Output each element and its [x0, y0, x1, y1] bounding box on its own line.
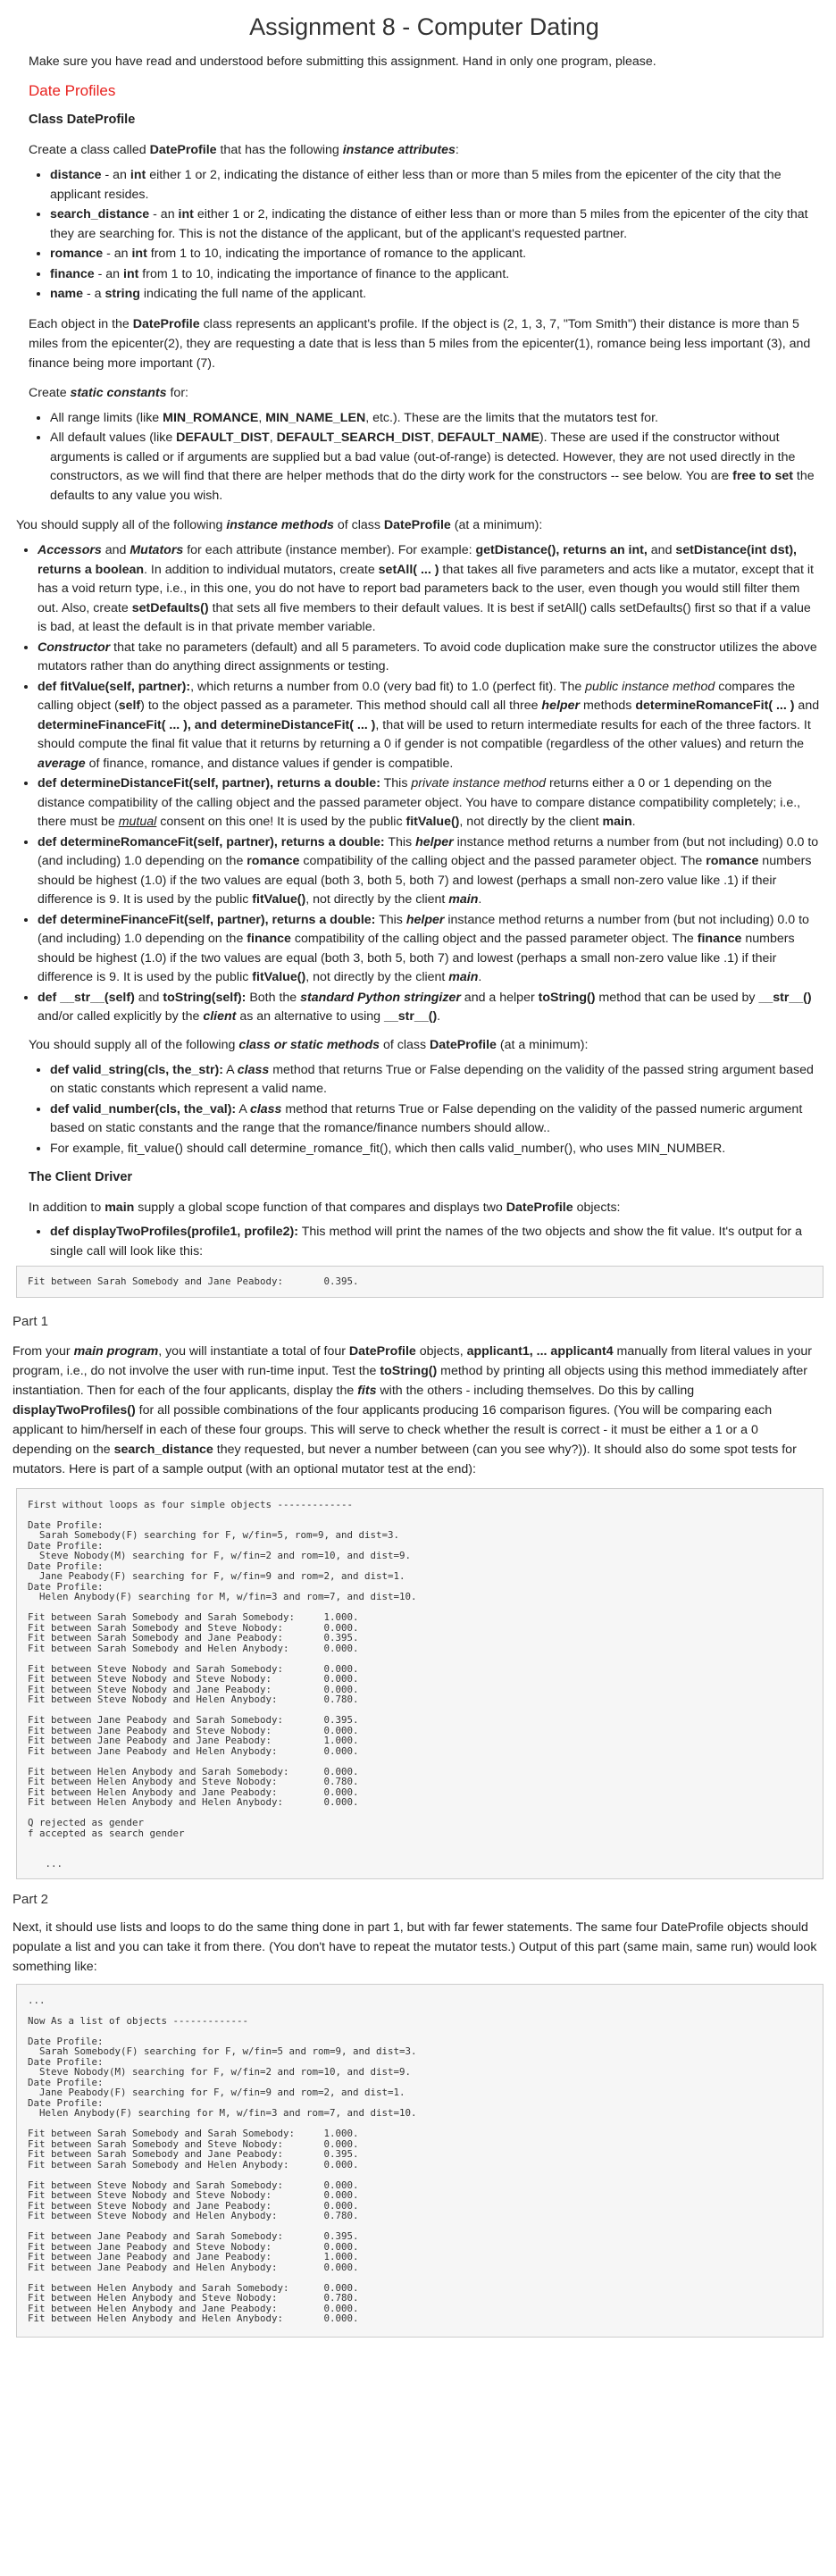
- method-str-tostring: • def __str__(self) and toString(self): Both the standard Python stringizer and a helper toString() method that can be used by __str__() and/or called explicitly by the client as an alternative to using __str__().: [38, 989, 820, 1027]
- client-intro-text: In addition to main supply a global scope function of that compares and displays two DateProfile objects:: [29, 1200, 621, 1215]
- date-profiles-heading: Date Profiles: [29, 82, 116, 99]
- code-sample-part2: ... Now As a list of objects ------------- Date Profile: Sarah Somebody(F) searching for F, w/fin=5 and rom=9, and dist=3. Date Profile: Steve Nobody(M) searching for F, w/fin=2 and rom=10, and dist=9. Date Profile: Jane Peabody(F) searching for F, w/fin=9 and rom=2, and dist=1. Date Profile: Helen Anybody(F) searching for M, w/fin=3 and rom=7, and dist=10. Fit between Sarah Somebody and Sarah Somebody: 1.000. Fit between Sarah Somebody and Steve Nobody: 0.000. Fit between Sarah Somebody and Jane Peabody: 0.395. Fit between Sarah Somebody and Helen Anybody: 0.000. Fit between Steve Nobody and Sarah Somebody: 0.000. Fit between Steve Nobody and Steve Nobody: 0.000. Fit between Steve Nobody and Jane Peabody: 0.000. Fit between Steve Nobody and Helen Anybody: 0.780. Fit between Jane Peabody and Sarah Somebody: 0.395. Fit between Jane Peabody and Steve Nobody: 0.000. Fit between Jane Peabody and Jane Peabody: 1.000. Fit between Jane Peabody and Helen Anybody: 0.000. Fit between Helen Anybody and Sarah Somebody: 0.000. Fit between Helen Anybody and Steve Nobody: 0.780. Fit between Helen Anybody and Jane Peabody: 0.000. Fit between Helen Anybody and Helen Anybody: 0.000.: [16, 1984, 823, 2338]
- attribute-finance: • finance - an int from 1 to 10, indicating the importance of finance to the applicant.: [50, 265, 820, 285]
- supply-instance-text: You should supply all of the following instance methods of class DateProfile (at a minimum):: [16, 518, 543, 532]
- each-object-text: Each object in the DateProfile class represents an applicant's profile. If the object is (2, 1, 3, 7, "Tom Smith") their distance is more than 5 miles from the epicenter(2), they are requesting a date that is less than 5 miles from the epicenter(1), romance being less important (3), and finance being more important (7).: [29, 316, 811, 371]
- class-methods-list: [29, 1061, 820, 1159]
- static-default-values: • All default values (like DEFAULT_DIST, DEFAULT_SEARCH_DIST, DEFAULT_NAME). These are used if the constructor without arguments is called or if arguments are supplied but a bad value (out-of-range) is detected. However, they are not used directly in the constructors, as we will find that there are helper methods that do the dirty work for the constructors -- see below. You are free to set the defaults to any value you wish.: [50, 429, 820, 506]
- code-sample-part1: First without loops as four simple objects ------------- Date Profile: Sarah Somebody(F) searching for F, w/fin=5, rom=9, and dist=3. Date Profile: Steve Nobody(M) searching for F, w/fin=2 and rom=10, and dist=9. Date Profile: Jane Peabody(F) searching for F, w/fin=9 and rom=2, and dist=1. Date Profile: Helen Anybody(F) searching for M, w/fin=3 and rom=7, and dist=10. Fit between Sarah Somebody and Sarah Somebody: 1.000. Fit between Sarah Somebody and Steve Nobody: 0.000. Fit between Sarah Somebody and Jane Peabody: 0.395. Fit between Sarah Somebody and Helen Anybody: 0.000. Fit between Steve Nobody and Sarah Somebody: 0.000. Fit between Steve Nobody and Steve Nobody: 0.000. Fit between Steve Nobody and Jane Peabody: 0.000. Fit between Steve Nobody and Helen Anybody: 0.780. Fit between Jane Peabody and Sarah Somebody: 0.395. Fit between Jane Peabody and Steve Nobody: 0.000. Fit between Jane Peabody and Jane Peabody: 1.000. Fit between Jane Peabody and Helen Anybody: 0.000. Fit between Helen Anybody and Sarah Somebody: 0.000. Fit between Helen Anybody and Steve Nobody: 0.780. Fit between Helen Anybody and Jane Peabody: 0.000. Fit between Helen Anybody and Helen Anybody: 0.000. Q rejected as gender f accepted as search gender ...: [16, 1488, 823, 1879]
- supply-class-text: You should supply all of the following class or static methods of class DateProfile (at a minimum):: [29, 1037, 589, 1052]
- attribute-list: [29, 166, 820, 305]
- client-driver-heading: The Client Driver: [29, 1170, 133, 1184]
- part1-text: From your main program, you will instantiate a total of four DateProfile objects, applicant1, ... applicant4 manually from literal values in your program, i.e., do not involve the user with run-time input. Test the toString() method by printing all objects using this method immediately after instantiation. Then for each of the four applicants, display the fits with the others - including themselves. Do this by calling displayTwoProfiles() for all possible combinations of the four applicants producing 16 comparison figures. (You will be comparing each applicant to him/herself in each of these four groups. This will serve to check whether the result is correct - it must be either a 1 or a 0 depending on the search_distance they requested, but never a number between (can you see why?)). It should also do some spot tests for mutators. Here is part of a sample output (with an optional mutator test at the end):: [13, 1343, 812, 1476]
- class-method-example: • For example, fit_value() should call determine_romance_fit(), which then calls valid_number(), who uses MIN_NUMBER.: [50, 1140, 820, 1159]
- client-functions-list: [29, 1223, 820, 1261]
- method-accessors-mutators: • Accessors and Mutators for each attribute (instance member). For example: getDistance(), returns an int, and setDistance(int dst), returns a boolean. In addition to individual mutators, create setAll( ... ) that takes all five parameters and acts like a mutator, except that it has a void return type, i.e., in this one, you do not have to report bad parameters back to the user, even though you would still filter them out. Also, create setDefaults() that sets all five members to their default values. It is best if setAll() calls setDefaults() first so that if a value is bad, at least the default is in that private member variable.: [38, 541, 820, 638]
- instance-methods-list: [29, 541, 820, 1027]
- method-valid-number: • def valid_number(cls, the_val): A class method that returns True or False depending on the validity of the passed numeric argument based on static constants and the range that the romance/finance numbers should allow..: [50, 1100, 820, 1139]
- static-constants-list: [29, 409, 820, 506]
- attribute-romance: • romance - an int from 1 to 10, indicating the importance of romance to the applicant.: [50, 245, 820, 264]
- attribute-distance: • distance - an int either 1 or 2, indicating the distance of either less than or more than 5 miles from the epicenter of the city that the applicant resides.: [50, 166, 820, 205]
- part2-label: Part 2: [13, 1891, 49, 1907]
- class-heading: Class DateProfile: [29, 113, 136, 127]
- intro-text: Make sure you have read and understood before submitting this assignment. Hand in only one program, please.: [29, 54, 656, 69]
- create-class-text: Create a class called DateProfile that has the following instance attributes:: [29, 143, 459, 157]
- method-determine-finance-fit: • def determineFinanceFit(self, partner), returns a double: This helper instance method returns a number from (but not including) 0.0 to (and including) 1.0 depending on the finance compatibility of the calling object and the passed parameter object. The finance numbers should be highest (1.0) if the two values are equal (both 3, both 5, both 7) and lowest (perhaps a small non-zero value like .1) if their difference is 9. It is used by the public fitValue(), not directly by the client main.: [38, 911, 820, 988]
- attribute-search-distance: • search_distance - an int either 1 or 2, indicating the distance of either less than or more than 5 miles from the epicenter of the city that they are searching for. This is not the distance of the applicant, but of the applicant's requested partner.: [50, 205, 820, 244]
- method-determine-romance-fit: • def determineRomanceFit(self, partner), returns a double: This helper instance method returns a number from (but not including) 0.0 to (and including) 1.0 depending on the romance compatibility of the calling object and the passed parameter object. The romance numbers should be highest (1.0) if the two values are equal (both 3, both 5, both 7) and lowest (perhaps a small non-zero value like .1) if their difference is 9. It is used by the public fitValue(), not directly by the client main.: [38, 833, 820, 910]
- static-range-limits: • All range limits (like MIN_ROMANCE, MIN_NAME_LEN, etc.). These are the limits that the mutators test for.: [50, 409, 820, 429]
- page-title: Assignment 8 - Computer Dating: [249, 13, 599, 40]
- method-determine-distance-fit: • def determineDistanceFit(self, partner), returns a double: This private instance method returns either a 0 or 1 depending on the distance compatibility of the calling object and the passed parameter object. You have to compare distance compatibility completely; i.e., there must be mutual consent on this one! It is used by the public fitValue(), not directly by the client main.: [38, 774, 820, 832]
- create-static-text: Create static constants for:: [29, 385, 188, 400]
- part2-text: Next, it should use lists and loops to do the same thing done in part 1, but with far fewer statements. The same four DateProfile objects should populate a list and you can take it from there. (You don't have to repeat the mutator tests.) Output of this part (same main, same run) would look something like:: [13, 1919, 817, 1974]
- part1-label: Part 1: [13, 1313, 49, 1329]
- method-fit-value: • def fitValue(self, partner):, which returns a number from 0.0 (very bad fit) to 1.0 (perfect fit). The public instance method compares the calling object (self) to the object passed as a parameter. This method should call all three helper methods determineRomanceFit( ... ) and determineFinanceFit( ... ), and determineDistanceFit( ... ), that will be used to return intermediate results for each of the three factors. It should compute the final fit value that it returns by returning a 0 if gender is not compatible (regardless of the other values) and return the average of finance, romance, and distance values if gender is compatible.: [38, 678, 820, 774]
- method-valid-string: • def valid_string(cls, the_str): A class method that returns True or False depending on the validity of the passed string argument based on static constants which represent a valid name.: [50, 1061, 820, 1100]
- method-constructor: • Constructor that take no parameters (default) and all 5 parameters. To avoid code duplication make sure the constructor utilizes the above mutators rather than do anything direct assignments or testing.: [38, 639, 820, 677]
- code-sample-single: Fit between Sarah Somebody and Jane Peabody: 0.395.: [16, 1266, 823, 1298]
- function-display-two-profiles: • def displayTwoProfiles(profile1, profile2): This method will print the names of the two objects and show the fit value. It's output for a single call will look like this:: [50, 1223, 820, 1261]
- attribute-name: • name - a string indicating the full name of the applicant.: [50, 285, 820, 305]
